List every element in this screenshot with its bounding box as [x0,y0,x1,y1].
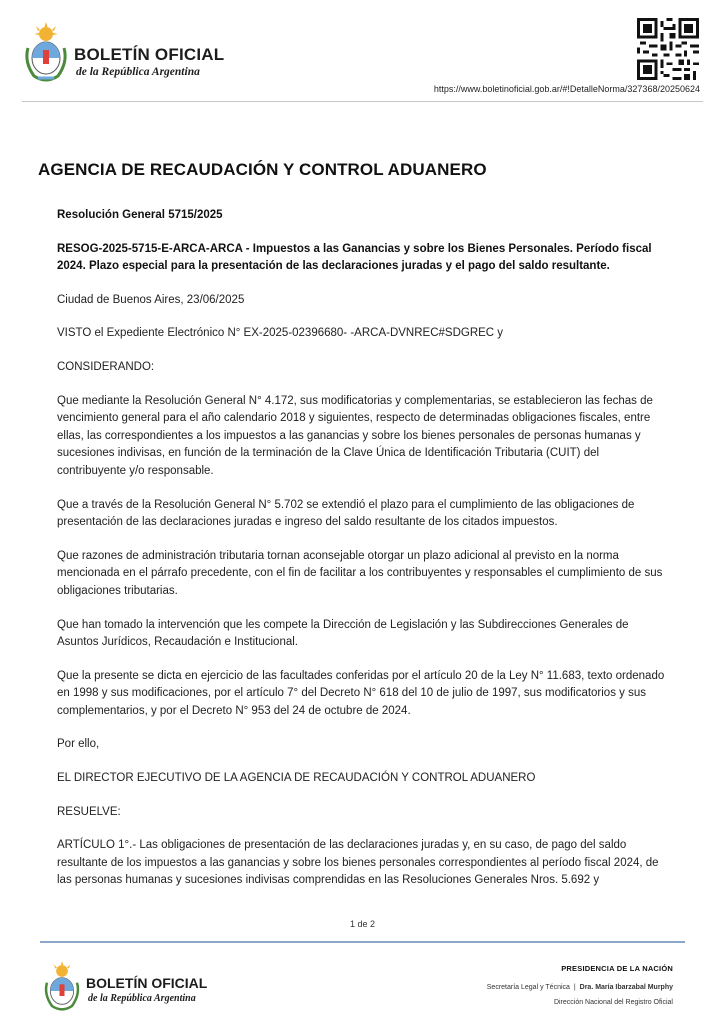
footer-logo [42,957,242,1017]
qr-code-icon [637,18,699,80]
considerando-paragraph: Que a través de la Resolución General N° 5.702 se extendió el plazo para el cumplimiento de las obligaciones de presentación de las declaraciones juradas e ingreso del saldo resultante de los citados impuestos. [57,498,635,529]
secretaria-line [487,982,673,993]
considerando-paragraph: Que mediante la Resolución General N° 4.172, sus modificatorias y complementarias, se establecieron las fechas de vencimiento general para el año calendario 2018 y siguientes, respecto de determinadas obligaciones fiscales, entre ellas, las correspondientes a los impuestos a las ganancias y sobre los bienes personales de personas humanas y sucesiones indivisas, en función de la terminación de la Clave Única de Identificación Tributaria (CUIT) del contribuyente y/o responsable. [57,394,653,477]
resolution-block [57,207,668,890]
document-url[interactable]: https://www.boletinoficial.gob.ar/#!DetalleNorma/327368/20250624 [433,84,700,94]
document-body [38,160,668,906]
considerando-paragraph: Que la presente se dicta en ejercicio de las facultades conferidas por el artículo 20 de la Ley N° 11.683, texto ordenado en 1998 y sus modificaciones, por el artículo 7° del Decreto N° 618 del 10 de julio de 1997, sus modificatorios y sus complementarios, y por el Decreto N° 953 del 24 de octubre de 2024. [57,669,665,717]
coat-of-arms-icon [42,957,82,1015]
logo-title: BOLETÍN OFICIAL [74,45,225,64]
presidencia-label: PRESIDENCIA DE LA NACIÓN [561,964,673,973]
header-logo [22,20,252,90]
footer-credits [487,963,673,1008]
page-number: 1 de 2 [349,919,376,929]
directora-name: Dra. María Ibarzabal Murphy [579,984,673,991]
footer-logo-title: BOLETÍN OFICIAL [86,975,208,991]
coat-of-arms-icon [22,20,70,84]
resolution-title: Resolución General 5715/2025 [57,209,223,221]
por-ello: Por ello, [57,738,100,751]
separator: | [573,984,576,991]
place-date: Ciudad de Buenos Aires, 23/06/2025 [57,293,245,306]
considerando-heading: CONSIDERANDO: [57,360,155,373]
secretaria-label: Secretaría Legal y Técnica [486,984,570,991]
footer-divider [40,941,685,943]
qr-code [637,18,699,80]
article-1: ARTÍCULO 1°.- Las obligaciones de presentación de las declaraciones juradas y, en su caso, de pago del saldo resultante de los impuestos a las ganancias y sobre los bienes personales correspondientes al período fiscal 2024, de las personas humanas y sucesiones indivisas comprendidas en las Resoluciones Generales Nros. 5.692 y [57,839,659,887]
resuelve-heading: RESUELVE: [57,805,121,818]
header-divider [22,101,703,102]
logo-subtitle: de la República Argentina [76,66,200,78]
director-line: EL DIRECTOR EJECUTIVO DE LA AGENCIA DE RECAUDACIÓN Y CONTROL ADUANERO [57,772,536,785]
considerando-paragraph: Que han tomado la intervención que les compete la Dirección de Legislación y las Subdirecciones Generales de Asuntos Jurídicos, Recaudación e Institucional. [57,618,629,649]
footer-logo-subtitle: de la República Argentina [88,993,196,1004]
agency-heading: AGENCIA DE RECAUDACIÓN Y CONTROL ADUANERO [38,160,487,179]
direccion-label: Dirección Nacional del Registro Oficial [553,999,673,1006]
considerando-paragraph: Que razones de administración tributaria tornan aconsejable otorgar un plazo adicional al previsto en la norma mencionada en el párrafo precedente, con el fin de facilitar a los contribuyentes y responsables el cumplimiento de sus obligaciones tributarias. [57,549,663,597]
visto-paragraph: VISTO el Expediente Electrónico N° EX-2025-02396680- -ARCA-DVNREC#SDGREC y [57,327,504,340]
resolution-summary: RESOG-2025-5715-E-ARCA-ARCA - Impuestos a las Ganancias y sobre los Bienes Personales. Período fiscal 2024. Plazo especial para la presentación de las declaraciones juradas y el pago del saldo resultante. [57,242,652,273]
